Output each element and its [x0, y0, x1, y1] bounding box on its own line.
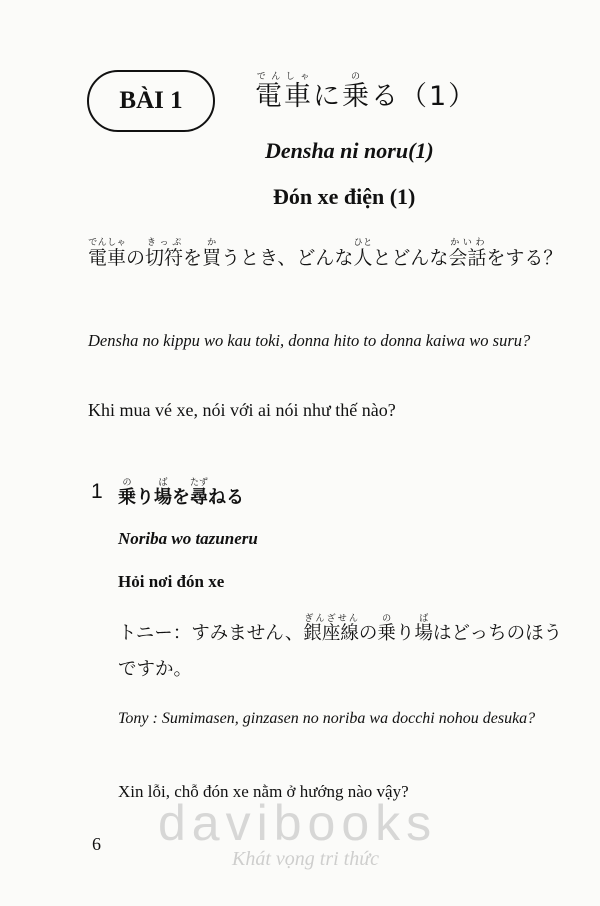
furigana-reading: かいわ — [448, 238, 487, 248]
furigana-reading: ば — [154, 478, 172, 488]
furigana-word: 切符きっぷ — [145, 238, 184, 269]
question-japanese: 電車でんしゃの切符きっぷを買かうとき、どんな人ひととどんな会話かいわをする？ — [88, 238, 563, 269]
furigana-word: 人ひと — [353, 238, 373, 269]
furigana-word: 乗の — [118, 478, 136, 508]
furigana-word: 銀座線ぎんざせん — [303, 614, 359, 644]
furigana-reading: か — [202, 238, 222, 248]
watermark-brand: davibooks — [158, 795, 438, 851]
lesson-title-japanese: 電車でんしゃに乗のる（1） — [255, 72, 478, 112]
dialogue-japanese: トニー：すみません、銀座線ぎんざせんの乗のり場ばはどっちのほうですか。 — [118, 614, 563, 680]
furigana-reading: の — [342, 72, 371, 82]
furigana-word: 会話かいわ — [448, 238, 487, 269]
furigana-word: 尋たず — [190, 478, 209, 508]
dialogue-romaji: Tony : Sumimasen, ginzasen no noriba wa docchi nohou desuka? — [118, 710, 536, 727]
furigana-reading: ば — [414, 614, 433, 624]
furigana-reading: の — [118, 478, 136, 488]
furigana-reading: の — [377, 614, 396, 624]
section-title-vietnamese: Hỏi nơi đón xe — [118, 572, 225, 591]
furigana-reading: たず — [190, 478, 209, 488]
furigana-word: 買か — [202, 238, 222, 269]
lesson-label: BÀI 1 — [87, 70, 215, 132]
furigana-reading: ひと — [353, 238, 373, 248]
section-title-japanese: 乗のり場ばを尋たずねる — [118, 478, 244, 508]
section-number: 1 — [91, 480, 103, 503]
watermark-slogan: Khát vọng tri thức — [232, 848, 380, 870]
dialogue-vietnamese: Xin lỗi, chỗ đón xe nằm ở hướng nào vậy? — [118, 782, 409, 801]
furigana-reading: ぎんざせん — [303, 614, 359, 624]
furigana-word: 電車でんしゃ — [255, 72, 313, 112]
furigana-word: 乗の — [342, 72, 371, 112]
lesson-title-romaji: Densha ni noru(1) — [265, 138, 434, 163]
furigana-word: 乗の — [377, 614, 396, 644]
furigana-word: 電車でんしゃ — [88, 238, 127, 269]
section-title-romaji: Noriba wo tazuneru — [118, 529, 258, 548]
lesson-title-vietnamese: Đón xe điện (1) — [273, 184, 416, 209]
question-romaji: Densha no kippu wo kau toki, donna hito to donna kaiwa wo suru? — [88, 331, 531, 350]
furigana-word: 場ば — [414, 614, 433, 644]
page-number: 6 — [92, 834, 101, 854]
furigana-reading: でんしゃ — [88, 238, 127, 248]
furigana-reading: でんしゃ — [255, 72, 313, 82]
question-vietnamese: Khi mua vé xe, nói với ai nói như thế nào? — [88, 400, 396, 420]
furigana-reading: きっぷ — [145, 238, 184, 248]
furigana-word: 場ば — [154, 478, 172, 508]
